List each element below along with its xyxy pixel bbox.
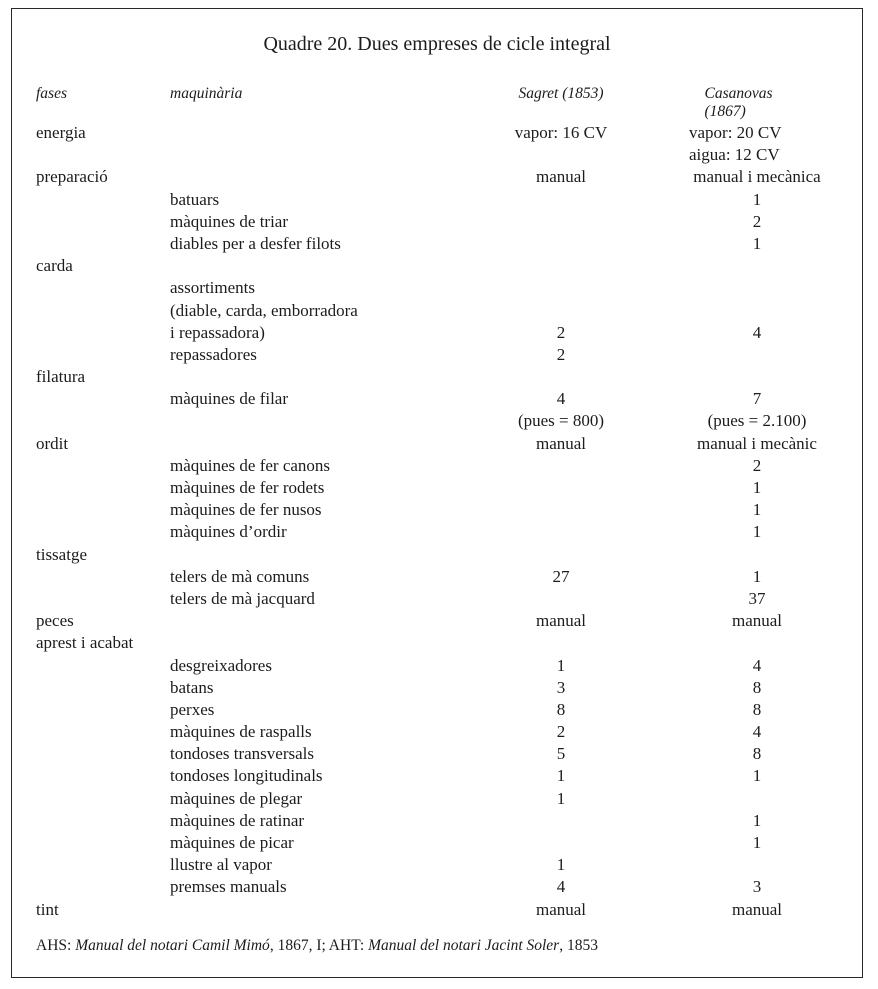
table-row (12, 499, 862, 521)
table-row (12, 721, 862, 743)
table-row (12, 277, 862, 299)
sagret-cell: 2 (556, 322, 566, 342)
sagret-cell: manual (535, 611, 587, 631)
table-row (12, 233, 862, 255)
sagret-cell: 8 (556, 699, 566, 719)
casanovas-cell: manual i mecànic (697, 433, 817, 453)
machinery-cell: màquines d’ordir (170, 522, 287, 542)
machinery-cell: tondoses longitudinals (170, 766, 323, 786)
table-body (12, 122, 862, 921)
machinery-cell: diables per a desfer filots (170, 233, 341, 253)
table-row (12, 189, 862, 211)
table-row (12, 655, 862, 677)
phase-cell: tissatge (36, 544, 87, 564)
table-row (12, 810, 862, 832)
machinery-cell: màquines de plegar (170, 788, 303, 808)
sagret-cell: manual (535, 899, 587, 919)
table-row (12, 899, 862, 921)
casanovas-cell: 8 (752, 744, 762, 764)
casanovas-cell: manual i mecànica (693, 167, 821, 187)
table-row (12, 854, 862, 876)
phase-cell: peces (36, 611, 74, 631)
header-fases: fases (36, 85, 67, 102)
machinery-cell: màquines de fer rodets (170, 478, 325, 497)
casanovas-cell: 4 (752, 655, 762, 675)
machinery-cell: màquines de filar (170, 389, 289, 409)
machinery-cell: tondoses transversals (170, 744, 315, 764)
casanovas-cell: 1 (752, 500, 762, 520)
sagret-cell: 1 (556, 655, 566, 675)
table-row (12, 255, 862, 277)
casanovas-cell: 7 (752, 389, 762, 409)
sagret-cell: 2 (556, 722, 566, 742)
casanovas-cell: 8 (752, 699, 762, 719)
casanovas-cell: 4 (752, 722, 762, 742)
table-row (12, 366, 862, 388)
table-row (12, 211, 862, 233)
header-maquinaria: maquinària (170, 85, 243, 102)
sagret-cell: manual (535, 167, 587, 187)
machinery-cell: màquines de fer canons (170, 455, 331, 475)
casanovas-cell: 1 (752, 233, 762, 253)
table-row (12, 122, 862, 144)
sagret-cell: vapor: 16 CV (514, 123, 608, 142)
sagret-cell: manual (535, 433, 587, 453)
machinery-cell: desgreixadores (170, 655, 272, 675)
machinery-cell: telers de mà comuns (170, 566, 310, 586)
table-title: Quadre 20. Dues empreses de cicle integral (263, 33, 611, 55)
source-prefix: AHS: (36, 937, 76, 954)
phase-cell: tint (36, 899, 59, 919)
sagret-cell: 27 (552, 566, 570, 586)
table-row (12, 765, 862, 787)
machinery-cell: i repassadora) (170, 322, 265, 342)
table-frame (11, 8, 863, 978)
table-row (12, 322, 862, 344)
source-title-2: Manual del notari Jacint Soler (368, 937, 560, 954)
casanovas-cell: 1 (752, 189, 762, 209)
machinery-cell: màquines de picar (170, 833, 294, 852)
table-row (12, 566, 862, 588)
machinery-cell: assortiments (170, 278, 255, 298)
table-row (12, 588, 862, 610)
machinery-cell: repassadores (170, 344, 257, 364)
phase-cell: ordit (36, 433, 69, 453)
machinery-cell: llustre al vapor (170, 855, 272, 875)
table-row (12, 610, 862, 632)
header-sagret: Sagret (1853) (518, 85, 604, 102)
source-title-1: Manual del notari Camil Mimó (75, 937, 270, 954)
table-row (12, 876, 862, 898)
table-row (12, 388, 862, 410)
table-row (12, 832, 862, 854)
casanovas-cell: 1 (752, 833, 762, 852)
table-row (12, 632, 862, 654)
casanovas-cell: 1 (752, 566, 762, 586)
machinery-cell: premses manuals (170, 877, 287, 897)
table-row (12, 677, 862, 699)
table-row (12, 544, 862, 566)
phase-cell: energia (36, 123, 86, 142)
machinery-cell: perxes (170, 699, 215, 719)
table-row (12, 743, 862, 765)
casanovas-cell: 37 (748, 588, 766, 608)
sagret-cell: 1 (556, 855, 566, 875)
casanovas-cell: 8 (752, 677, 762, 697)
casanovas-cell: manual (731, 899, 783, 919)
table-row (12, 455, 862, 477)
header-casanovas: Casanovas (1867) (704, 85, 773, 120)
table-row (12, 344, 862, 366)
table-row (12, 699, 862, 721)
machinery-cell: telers de mà jacquard (170, 588, 315, 608)
casanovas-cell: manual (731, 611, 783, 631)
sagret-cell: 5 (556, 744, 566, 764)
machinery-cell: màquines de raspalls (170, 722, 312, 742)
casanovas-cell: 2 (752, 211, 762, 231)
source-note (36, 937, 598, 955)
machinery-cell: màquines de triar (170, 211, 289, 231)
machinery-cell: (diable, carda, emborradora (170, 300, 358, 320)
casanovas-cell: 1 (752, 810, 762, 830)
machinery-cell: màquines de fer nusos (170, 500, 322, 520)
casanovas-cell: aigua: 12 CV (689, 145, 780, 165)
machinery-cell: batans (170, 677, 214, 697)
phase-cell: preparació (36, 167, 108, 187)
sagret-cell: (pues = 800) (517, 411, 605, 431)
phase-cell: filatura (36, 367, 86, 387)
sagret-cell: 2 (556, 344, 566, 364)
casanovas-cell: vapor: 20 CV (689, 123, 782, 142)
table-row (12, 300, 862, 322)
source-middle: , 1867, I; AHT: (269, 937, 369, 954)
phase-cell: carda (36, 256, 73, 276)
source-suffix: , 1853 (559, 937, 598, 954)
casanovas-cell: 4 (752, 322, 762, 342)
sagret-cell: 4 (556, 877, 566, 897)
sagret-cell: 1 (556, 788, 566, 808)
table-row (12, 410, 862, 432)
casanovas-cell: 2 (752, 455, 762, 475)
sagret-cell: 4 (556, 389, 566, 409)
machinery-cell: màquines de ratinar (170, 810, 305, 830)
sagret-cell: 1 (556, 766, 566, 786)
phase-cell: aprest i acabat (36, 633, 134, 653)
table-row (12, 788, 862, 810)
casanovas-cell: (pues = 2.100) (707, 411, 807, 431)
sagret-cell: 3 (556, 677, 566, 697)
table-row (12, 433, 862, 455)
table-row (12, 521, 862, 543)
casanovas-cell: 1 (752, 478, 762, 497)
casanovas-cell: 1 (752, 522, 762, 542)
table-row (12, 144, 862, 166)
casanovas-cell: 1 (752, 766, 762, 786)
table-row (12, 166, 862, 188)
table-row (12, 477, 862, 499)
machinery-cell: batuars (170, 189, 220, 209)
casanovas-cell: 3 (752, 877, 762, 897)
